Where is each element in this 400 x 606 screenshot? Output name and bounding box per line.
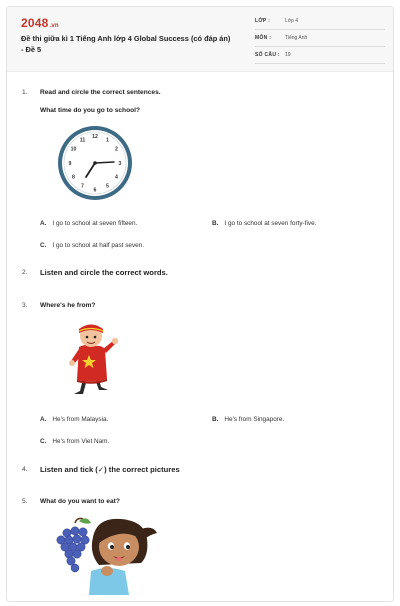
- question-number: 4.: [22, 466, 28, 473]
- svg-text:6: 6: [93, 187, 97, 194]
- question-text: Read and circle the correct sentences.: [40, 89, 161, 96]
- svg-text:4: 4: [115, 174, 118, 181]
- option-key: C.: [40, 242, 47, 249]
- option-key: A.: [40, 416, 47, 423]
- svg-text:12: 12: [92, 134, 98, 140]
- question-number: 3.: [22, 302, 28, 309]
- logo-tld: .vn: [49, 23, 59, 29]
- meta-question-count: [255, 49, 385, 64]
- meta-value-subject: Tiếng Anh: [285, 35, 308, 41]
- site-logo[interactable]: [21, 16, 59, 30]
- meta-grade: [255, 15, 385, 30]
- question-number: 1.: [22, 89, 28, 96]
- option-text: He's from Singapore.: [224, 416, 285, 423]
- meta-key-grade: LỚP :: [255, 18, 271, 24]
- svg-text:10: 10: [70, 146, 77, 153]
- option-text: I go to school at seven forty-five.: [224, 220, 317, 227]
- meta-subject: [255, 32, 385, 47]
- question-number: 2.: [22, 269, 28, 276]
- option-key: C.: [40, 438, 47, 445]
- question-prompt: What time do you go to school?: [40, 107, 140, 114]
- girl-with-grapes-icon: [49, 515, 159, 600]
- logo-text: 2048: [21, 16, 49, 30]
- vietnamese-boy-icon: [63, 317, 127, 404]
- svg-text:7: 7: [81, 183, 84, 190]
- option-key: B.: [212, 416, 219, 423]
- svg-text:5: 5: [106, 183, 109, 190]
- meta-value-question-count: 19: [285, 52, 291, 58]
- question-text: Listen and circle the correct words.: [40, 268, 168, 277]
- option-1c[interactable]: [40, 242, 144, 249]
- document-title: Đề thi giữa kì 1 Tiếng Anh lớp 4 Global Success (có đáp án) - Đề 5: [21, 34, 231, 54]
- svg-text:11: 11: [79, 137, 86, 144]
- meta-key-subject: MÔN :: [255, 35, 272, 41]
- svg-text:2: 2: [115, 146, 118, 153]
- question-number: 5.: [22, 498, 28, 505]
- clock-icon: [55, 123, 135, 208]
- svg-text:9: 9: [68, 161, 72, 167]
- option-1a[interactable]: [40, 220, 137, 227]
- option-text: I go to school at seven fifteen.: [52, 220, 138, 227]
- svg-text:8: 8: [72, 174, 75, 181]
- meta-value-grade: Lớp 4: [285, 18, 299, 24]
- option-3c[interactable]: [40, 438, 109, 445]
- option-1b[interactable]: [212, 220, 316, 227]
- option-3b[interactable]: [212, 416, 284, 423]
- option-text: I go to school at half past seven.: [52, 242, 145, 249]
- worksheet-header: [7, 7, 393, 72]
- question-text: What do you want to eat?: [40, 498, 120, 505]
- svg-text:1: 1: [106, 137, 109, 144]
- meta-key-question-count: SỐ CÂU :: [255, 52, 280, 58]
- option-key: A.: [40, 220, 47, 227]
- option-text: He's from Viet Nam.: [52, 438, 110, 445]
- svg-text:3: 3: [118, 161, 122, 167]
- question-text: Listen and tick (✓) the correct pictures: [40, 465, 180, 474]
- option-3a[interactable]: [40, 416, 108, 423]
- question-text: Where's he from?: [40, 302, 96, 309]
- option-key: B.: [212, 220, 219, 227]
- worksheet-page: [6, 6, 394, 602]
- option-text: He's from Malaysia.: [52, 416, 109, 423]
